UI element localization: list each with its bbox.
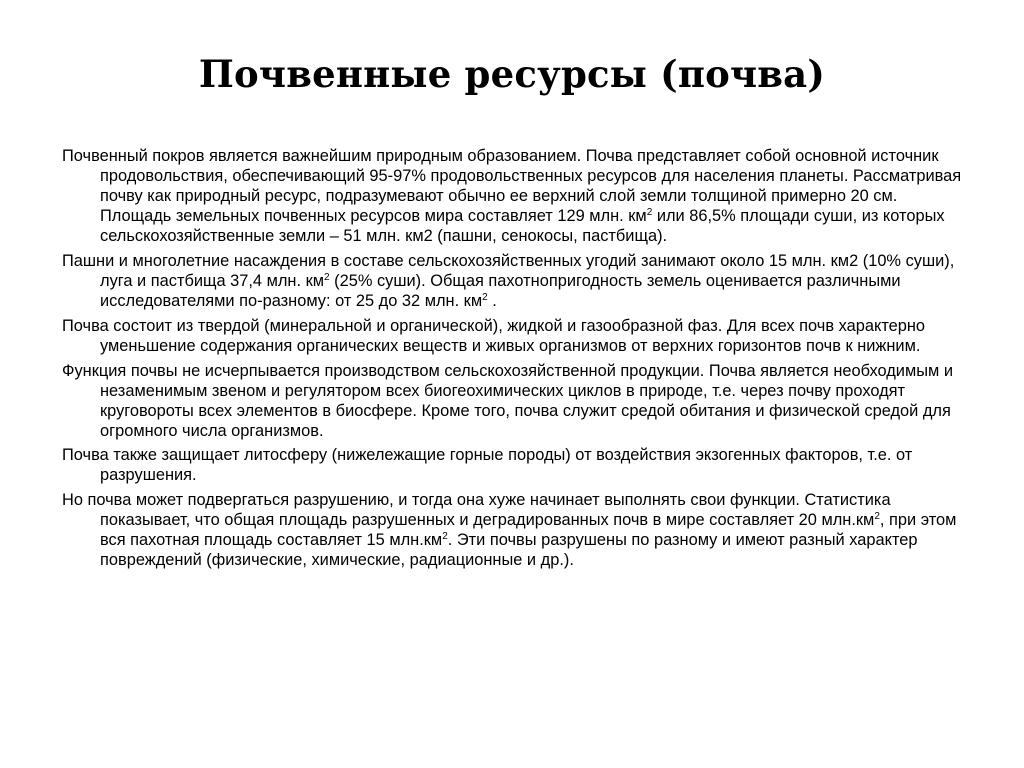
paragraph-text: или 86,5% площади суши, из которых сельскохозяйственные земли – 51 млн. км2 (пашни, сенокосы, пастбища). [100, 207, 945, 245]
paragraph-text: . Эти почвы разрушены по разному и имеют разный характер повреждений (физические, химические, радиационные и др.). [100, 531, 918, 569]
superscript: 2 [482, 292, 488, 303]
paragraph-text: . [487, 292, 497, 310]
paragraph-text: , при этом вся пахотная площадь составляет 15 млн.км [100, 511, 957, 549]
paragraph-text: (25% суши). Общая пахотнопригодность земель оценивается различными исследователями по-разному: от 25 до 32 млн. км [100, 272, 901, 310]
paragraph-text: Функция почвы не исчерпывается производством сельскохозяйственной продукции. Почва является необходимым и незаменимым звеном и регулятором всех биогеохимических циклов в природе, т.е. через почву проходят круговороты всех элементов в биосфере. Кроме того, почва служит средой обитания и физической средой для огромного числа организмов. [62, 362, 953, 440]
paragraph-lithosphere [62, 445, 967, 485]
superscript: 2 [324, 272, 330, 283]
superscript: 2 [646, 207, 653, 218]
paragraph-soil-function [62, 361, 967, 441]
paragraph-text: Но почва может подвергаться разрушению, и тогда она хуже начинает выполнять свои функции. Статистика показывает, что общая площадь разрушенных и деградированных почв в мире составляет 20 млн.км [62, 491, 891, 529]
superscript: 2 [874, 511, 880, 522]
paragraph-soil-phases [62, 316, 967, 356]
paragraph-arable-land [62, 251, 967, 311]
paragraph-degradation [62, 490, 967, 570]
superscript: 2 [442, 531, 448, 542]
paragraph-text: Почва состоит из твердой (минеральной и органической), жидкой и газообразной фаз. Для всех почв характерно уменьшение содержания органических веществ и живых организмов от верхних горизонтов почв к нижним. [62, 317, 926, 355]
slide-title: Почвенные ресурсы (почва) [198, 52, 826, 96]
paragraph-text: Почвенный покров является важнейшим природным образованием. Почва представляет собой основной источник продовольствия, обеспечивающий 95-97% продовольственных ресурсов для населения планеты. Рассматривая почву как природный ресурс, подразумевают обычно ее верхний слой земли толщиной примерно 20 см. Площадь земельных почвенных ресурсов мира составляет 129 млн. км [62, 147, 962, 225]
paragraph-soil-cover [62, 146, 967, 246]
paragraph-text: Пашни и многолетние насаждения в составе сельскохозяйственных угодий занимают около 15 млн. км2 (10% суши), луга и пастбища 37,4 млн. км [62, 252, 955, 290]
slide-content [62, 146, 967, 575]
paragraph-text: Почва также защищает литосферу (нижележащие горные породы) от воздействия экзогенных факторов, т.е. от разрушения. [62, 446, 913, 484]
